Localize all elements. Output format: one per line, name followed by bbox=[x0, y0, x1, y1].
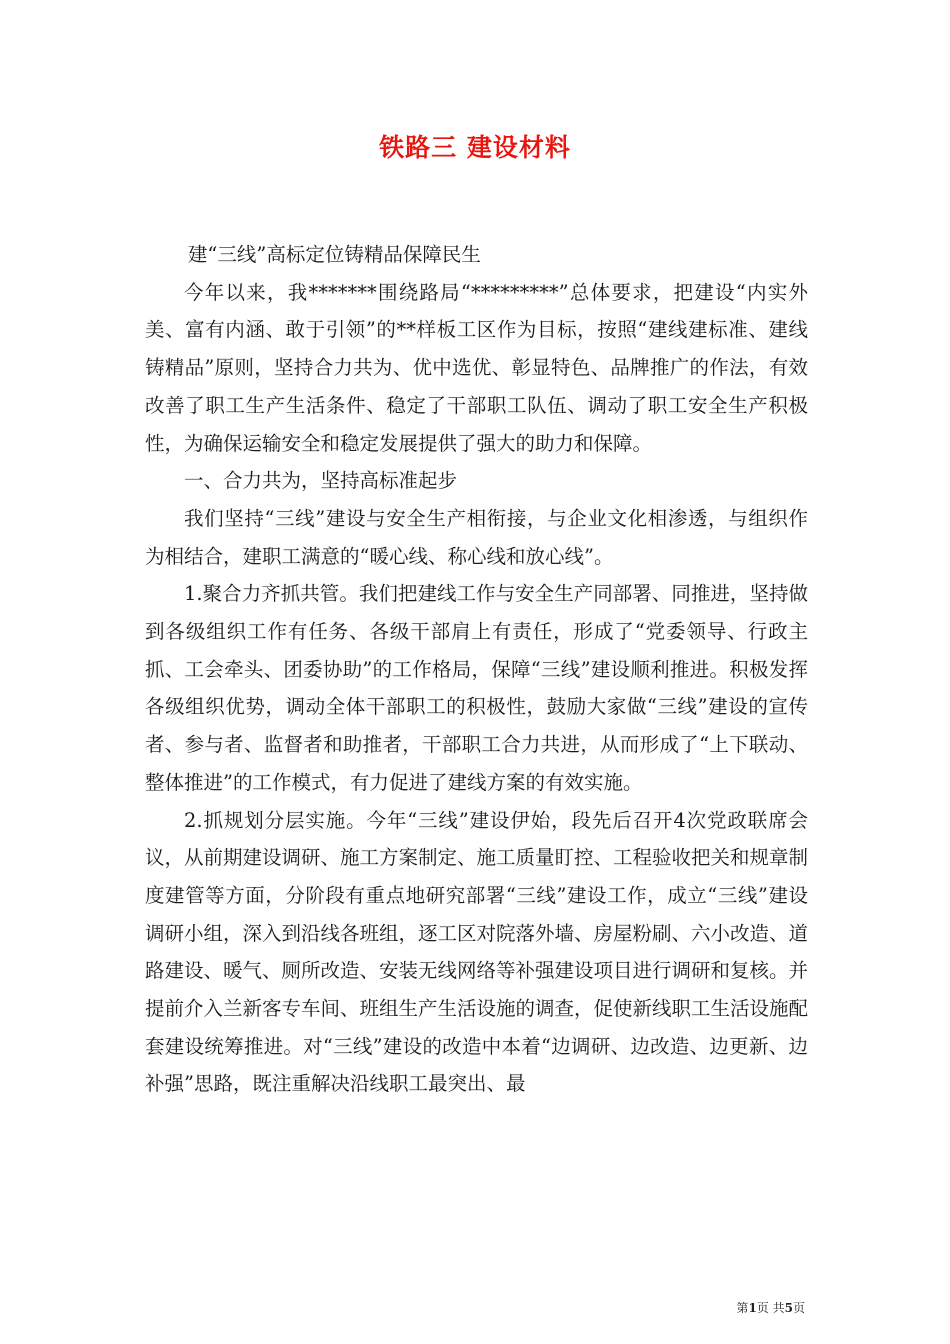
body-paragraph: 我们坚持“三线”建设与安全生产相衔接，与企业文化相渗透，与组织作为相结合，建职工满意的“暖心线、称心线和放心线”。 bbox=[145, 506, 808, 568]
document-body bbox=[145, 236, 808, 1103]
body-paragraph: 1.聚合力齐抓共管。我们把建线工作与安全生产同部署、同推进，坚持做到各级组织工作有任务、各级干部肩上有责任，形成了“党委领导、行政主抓、工会牵头、团委协助”的工作格局，保障“三线”建设顺利推进。积极发挥各级组织优势，调动全体干部职工的积极性，鼓励大家做“三线”建设的宣传者、参与者、监督者和助推者，干部职工合力共进，从而形成了“上下联动、整体推进”的工作模式，有力促进了建线方案的有效实施。 bbox=[145, 582, 808, 794]
footer-middle: 页 共 bbox=[756, 1301, 785, 1315]
page-number-footer bbox=[736, 1300, 805, 1316]
footer-current-page: 1 bbox=[748, 1301, 757, 1315]
body-paragraph: 2.抓规划分层实施。今年“三线”建设伊始，段先后召开4次党政联席会议，从前期建设调研、施工方案制定、施工质量盯控、工程验收把关和规章制度建管等方面，分阶段有重点地研究部署“三线”建设工作，成立“三线”建设调研小组，深入到沿线各班组，逐工区对院落外墙、房屋粉刷、六小改造、道路建设、暖气、厕所改造、安装无线网络等补强建设项目进行调研和复核。并提前介入兰新客专车间、班组生产生活设施的调查，促使新线职工生活设施配套建设统筹推进。对“三线”建设的改造中本着“边调研、边改造、边更新、边补强”思路，既注重解决沿线职工最突出、最 bbox=[145, 808, 809, 1096]
subtitle-paragraph: 建“三线”高标定位铸精品保障民生 bbox=[187, 243, 481, 266]
footer-total-pages: 5 bbox=[784, 1301, 793, 1315]
footer-prefix: 第 bbox=[736, 1301, 749, 1315]
document-title: 铁路三 建设材料 bbox=[379, 133, 571, 162]
body-paragraph: 今年以来，我*******围绕路局“*********”总体要求，把建设“内实外美、富有内涵、敢于引领”的**样板工区作为目标，按照“建线建标准、建线铸精品”原则，坚持合力共为、优中选优、彰显特色、品牌推广的作法，有效改善了职工生产生活条件、稳定了干部职工队伍、调动了职工安全生产积极性，为确保运输安全和稳定发展提供了强大的助力和保障。 bbox=[145, 280, 808, 455]
footer-suffix: 页 bbox=[792, 1301, 805, 1315]
section-heading: 一、合力共为，坚持高标准起步 bbox=[184, 469, 458, 493]
